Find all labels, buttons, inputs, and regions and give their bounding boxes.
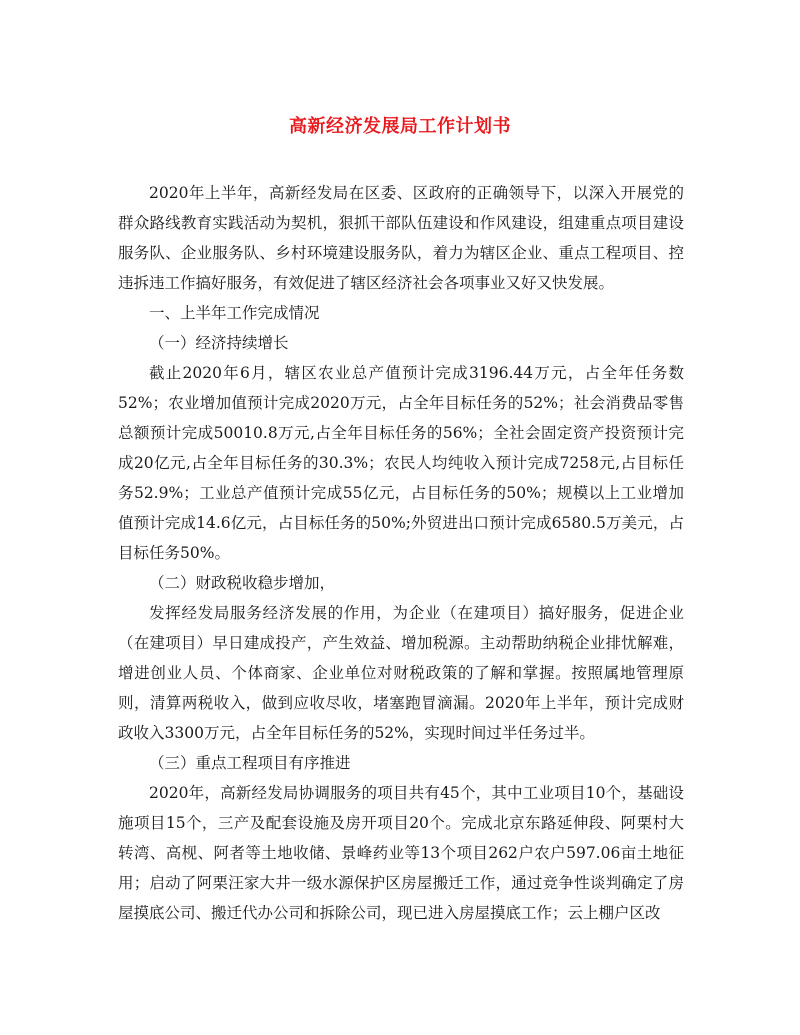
paragraph-economy: 截止2020年6月，辖区农业总产值预计完成3196.44万元，占全年任务数52%；农业增加值预计完成2020万元，占全年目标任务的52%；社会消费品零售总额预计完成50010.8万元,占全年目标任务的56%；全社会固定资产投资预计完成20亿元,占全年目标任务的30.3%；农民人均纯收入预计完成7258元,占目标任务52.9%；工业总产值预计完成55亿元，占目标任务的50%；规模以上工业增加值预计完成14.6亿元，占目标任务的50%;外贸进出口预计完成6580.5万美元，占目标任务50%。 (118, 364, 684, 562)
paragraph-finance: 发挥经发局服务经济发展的作用，为企业（在建项目）搞好服务，促进企业（在建项目）早日建成投产，产生效益、增加税源。主动帮助纳税企业排忧解难，增进创业人员、个体商家、企业单位对财税政策的了解和掌握。按照属地管理原则，清算两税收入，做到应收尽收，堵塞跑冒滴漏。2020年上半年，预计完成财政收入3300万元，占全年目标任务的52%，实现时间过半任务过半。 (118, 604, 684, 742)
paragraph-intro: 2020年上半年，高新经发局在区委、区政府的正确领导下，以深入开展党的群众路线教育实践活动为契机，狠抓干部队伍建设和作风建设，组建重点项目建设服务队、企业服务队、乡村环境建设服务队，着力为辖区企业、重点工程项目、控违拆违工作搞好服务，有效促进了辖区经济社会各项事业又好又快发展。 (118, 184, 684, 292)
subsection-heading-projects: （三）重点工程项目有序推进 (149, 754, 351, 772)
document-body (118, 178, 684, 928)
section-heading-1: 一、上半年工作完成情况 (149, 304, 320, 322)
subsection-heading-economy: （一）经济持续增长 (149, 334, 289, 352)
paragraph-projects: 2020年，高新经发局协调服务的项目共有45个，其中工业项目10个，基础设施项目15个，三产及配套设施及房开项目20个。完成北京东路延伸段、阿栗村大转湾、高枧、阿者等土地收储、景峰药业等13个项目262户农户597.06亩土地征用；启动了阿栗汪家大井一级水源保护区房屋搬迁工作，通过竞争性谈判确定了房屋摸底公司、搬迁代办公司和拆除公司，现已进入房屋摸底工作；云上棚户区改 (118, 784, 684, 922)
subsection-heading-finance: （二）财政税收稳步增加， (149, 574, 336, 592)
document-title: 高新经济发展局工作计划书 (289, 116, 511, 137)
